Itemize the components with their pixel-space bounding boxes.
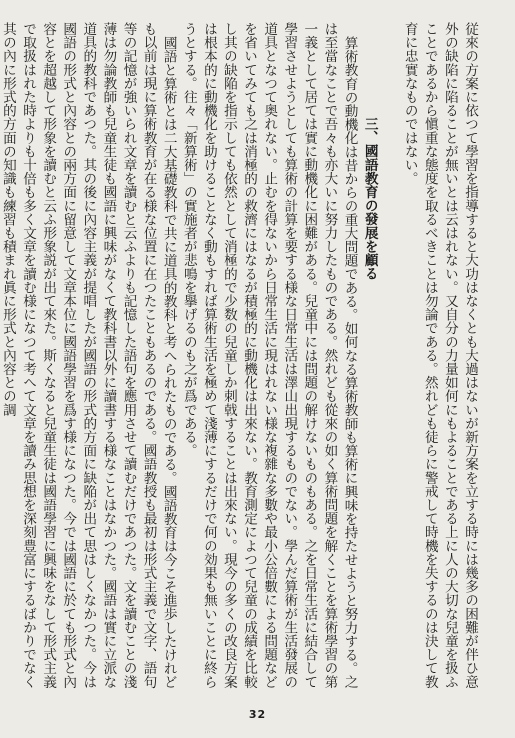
- opening-paragraph: 従來の方案に依つて學習を指導すると大功はなくとも大過はないが新方案を立する時には幾多の困難が伴ひ意外の缺陷に陷ることが無いとは云はれない。又自分の力量如何にもよることである上に人の大切な兒童を扱ふことであるから愼重な態度を取るべきことは勿論である。然れども徒らに警戒して時機を失するのは決して教育に忠實なものではない。: [401, 22, 478, 689]
- vertical-text-block: [0, 22, 480, 690]
- section-spacer: [380, 22, 400, 690]
- section-heading: 三、國語教育の發展を顧る: [361, 117, 378, 281]
- paragraph-japanese-language: 國語と算術とは二大基礎教科で共に道具的教科と考へられたものである。國語教育は今こそ進歩したけれども以前は現に算術教育が在る様な位置に在つたこともあるのである。國語教授も最初は形式主義で文字、語句等の記憶が強いられ文章を讀むと云ふよりも記憶した語句を應用させて讀むだけであつた。文を讀むことの淺薄は勿論教師も兒童生徒も國語に興味がなくて教科書以外に讀書する様なことはなかつた。國語は實に立派な道具的教科であつた。其の後に內容主義が提唱したが國語の形式的方面に缺陥が出て思はしくなかつた。今は國語の形式と內容との兩方面に留意して文章本位に國語學習を爲す様になつた。今では國語に於ても形式と內容とを超越して形象を讀むと云ふ形象説が出て來た。斯くなると兒童生徒は國語學習に興味をなして形式主義で取扱はれた時よりも十倍も多く文章を讀む様になつて考へて文章を讀み思想を深刻豊富にするばかりでなく其の內に形式的方面の知識も練習も積まれ眞に形式と內容との調: [0, 22, 177, 689]
- page-number: 32: [248, 708, 267, 721]
- paragraph-arithmetic: 算術教育の動機化は昔からの重大問題である。如何なる算術教師も算術に興味を持たせようと努力する。之は至當なことで吾々も亦大いに努力したものである。然れども從來の如く算術問題を解くことを算術學習の第一義として居ては實に動機化に困難がある。兒童中には問題の解けないものもある。之を日常生活に結合して學習させようとしても算術の計算を要する様な日常生活は澤山出現するものでない。學んだ算術が生活發展の道具となつて奥れない。止むを得ないから日常生活に現はれない様な複雜な多數や最小公倍數による問題などを省いてみても之は消極的の救濟にはなるが積極的に動機化は出來ない。教育測定によつて兒童の成績を比較し其の缺陥を指示しても依然として消極的で少数の兒童しか刺戟することは出來ない。現今の多くの改良方案は根本的に動機化を助けることなく動もすれば算術生活を極めて淺薄にするだけで何の効果も無いことに終らうとする。往々「新算術」の實施者が悲鳴を擧げるのも之が爲である。: [180, 22, 358, 689]
